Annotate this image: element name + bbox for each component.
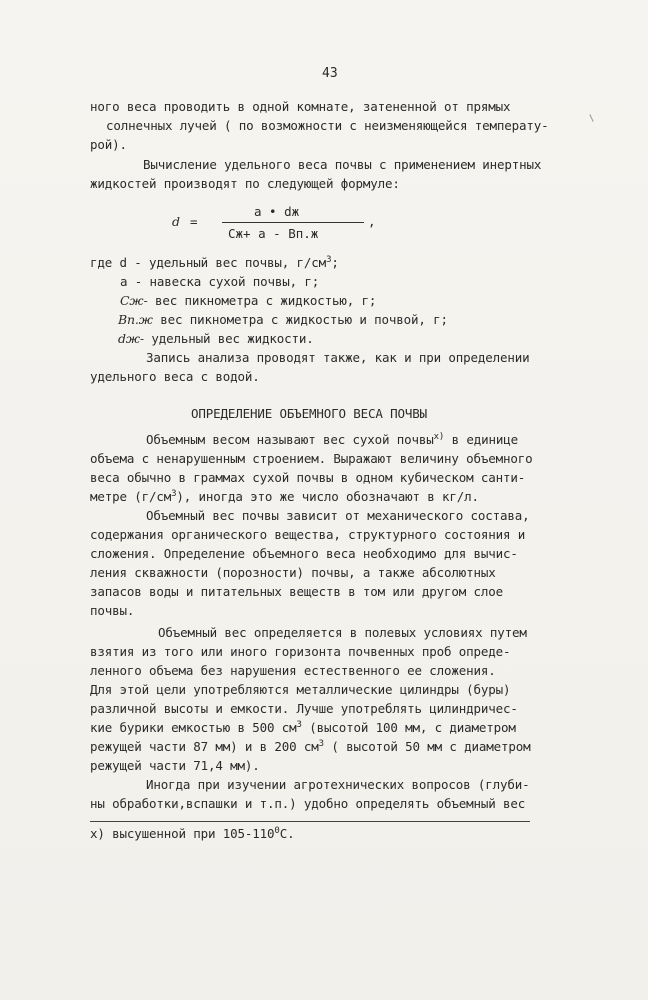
text-fragment: кие бурики емкостью в 500 см [90, 720, 297, 735]
text-fragment: (высотой 100 мм, с диаметром [301, 720, 516, 735]
text-line: ны обработки,вспашки и т.п.) удобно определять объемный вес [90, 796, 526, 811]
text-line: Объемный вес почвы зависит от механического состава, [146, 508, 530, 523]
text-line: веса обычно в граммах сухой почвы в одном кубическом санти- [90, 470, 526, 485]
text-line: солнечных лучей ( по возможности с неизменяющейся температу- [106, 118, 549, 133]
text-line: Иногда при изучении агротехнических вопросов (глуби- [146, 777, 530, 792]
text-fragment: в единице [444, 432, 518, 447]
footnote-rule [90, 821, 530, 822]
legend-text: вес пикнометра с жидкостью, г; [154, 293, 377, 308]
text-fragment: ), иногда это же число обозначают в кг/л. [176, 489, 479, 504]
text-line: запасов воды и питательных веществ в том или другом слое [90, 584, 504, 599]
legend-symbol: Bп.ж [118, 312, 153, 327]
page-number: 43 [322, 66, 338, 81]
text-fragment: метре (г/см [90, 489, 172, 504]
text-line: различной высоты и емкости. Лучше употреблять цилиндричес- [90, 701, 518, 716]
legend-tail: ; [331, 255, 339, 270]
legend-text: - удельный вес почвы, г/см [134, 255, 327, 270]
text-line [90, 739, 530, 757]
superscript: 0 [274, 826, 280, 836]
legend-symbol: Cж- [120, 293, 148, 308]
legend-symbol: a [120, 274, 128, 289]
legend-text: вес пикнометра с жидкостью и почвой, г; [160, 312, 448, 327]
text-line: содержания органического вещества, структурного состояния и [90, 527, 526, 542]
text-fragment: С. [279, 826, 295, 841]
footnote [90, 826, 294, 844]
superscript: 3 [171, 489, 177, 499]
formula-denominator: Cж+ a - Bп.ж [228, 226, 319, 241]
text-line: Запись анализа проводят также, как и при определении [146, 350, 530, 365]
legend-text: - навеска сухой почвы, г; [134, 274, 320, 289]
text-fragment: Объемным весом называют вес сухой почвы [146, 432, 434, 447]
legend-text: удельный вес жидкости. [151, 331, 314, 346]
footnote-marker: x) [433, 432, 445, 442]
text-fragment: x) высушенной при 105-110 [90, 826, 275, 841]
text-line: удельного веса с водой. [90, 369, 260, 384]
superscript: 3 [296, 720, 302, 730]
pencil-mark [589, 114, 593, 122]
density-formula [172, 204, 392, 248]
text-fragment: режущей части 87 мм) и в 200 см [90, 739, 319, 754]
formula-lhs: d [172, 214, 181, 229]
legend-line [120, 274, 319, 290]
text-line: жидкостей производят по следующей формуле: [90, 176, 400, 191]
text-line [146, 432, 518, 450]
text-line: Объемный вес определяется в полевых условиях путем [158, 625, 527, 640]
legend-symbol: dж- [118, 331, 144, 346]
superscript: 3 [326, 255, 332, 265]
text-line: объема с ненарушенным строением. Выражают величину объемного [90, 451, 533, 466]
text-line: Для этой цели употребляются металлические цилиндры (буры) [90, 682, 511, 697]
text-line: взятия из того или иного горизонта почвенных проб опреде- [90, 644, 511, 659]
text-line: ленного объема без нарушения естественного ее сложения. [90, 663, 496, 678]
legend-line [120, 293, 376, 309]
text-line: сложения. Определение объемного веса необходимо для вычис- [90, 546, 518, 561]
text-line: ления скважности (порозности) почвы, а также абсолютных [90, 565, 496, 580]
text-line: Вычисление удельного веса почвы с применением инертных [143, 157, 542, 172]
formula-numerator: a • dж [254, 204, 300, 219]
fraction-bar [222, 222, 364, 223]
legend-line [90, 255, 339, 273]
text-line: режущей части 71,4 мм). [90, 758, 260, 773]
text-line: рой). [90, 137, 127, 152]
text-fragment: ( высотой 50 мм с диаметром [323, 739, 531, 754]
formula-equals: = [190, 214, 198, 229]
legend-line [118, 312, 448, 328]
section-heading: ОПРЕДЕЛЕНИЕ ОБЪЕМНОГО ВЕСА ПОЧВЫ [191, 406, 428, 421]
superscript: 3 [318, 739, 324, 749]
text-line [90, 720, 516, 738]
formula-comma: , [368, 214, 376, 229]
legend-symbol: где d [90, 255, 127, 270]
text-line: почвы. [90, 603, 135, 618]
text-line [90, 489, 479, 507]
legend-line [118, 331, 314, 347]
text-line: ного веса проводить в одной комнате, затененной от прямых [90, 99, 511, 114]
